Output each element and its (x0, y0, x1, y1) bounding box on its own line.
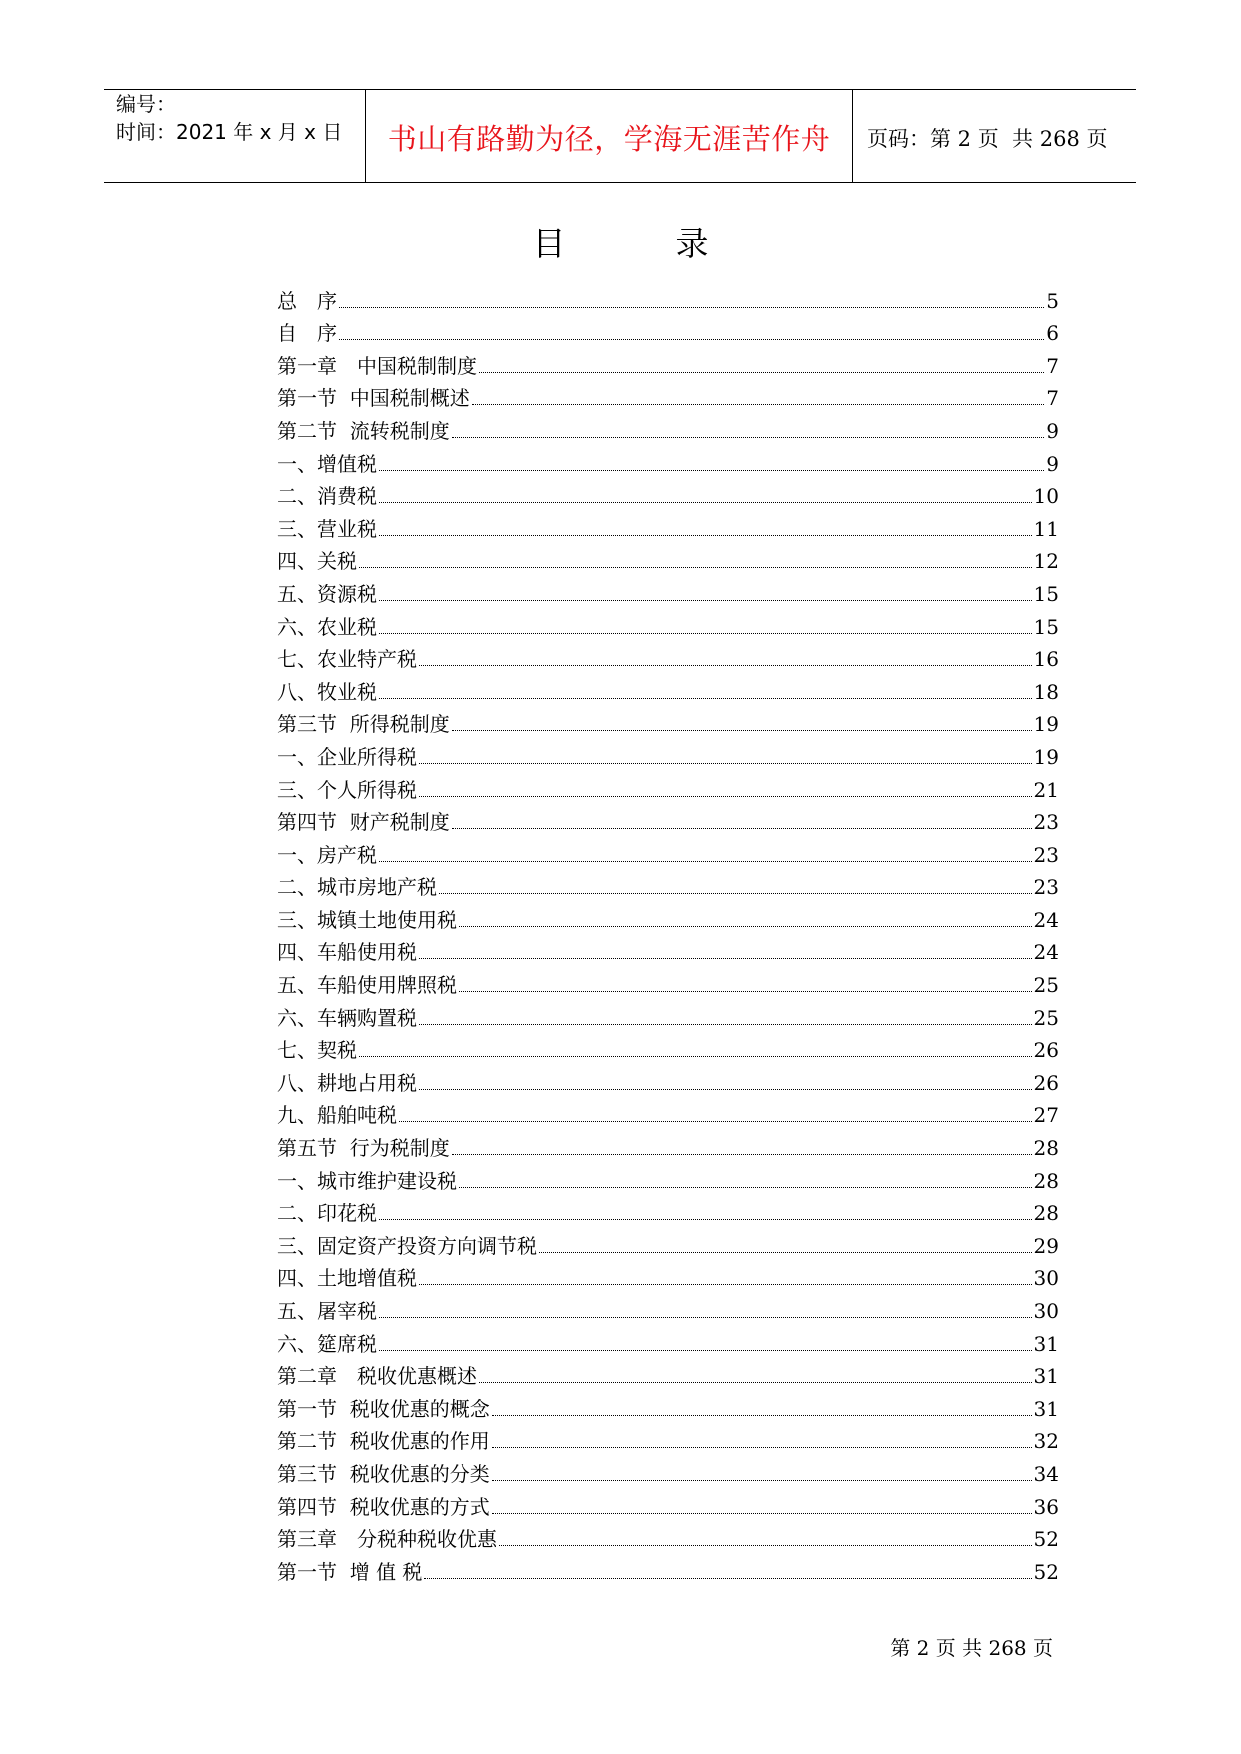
toc-entry-label: 三、个人所得税 (277, 777, 417, 802)
toc-entry[interactable] (277, 344, 1059, 377)
toc-entry-label: 第一节 税收优惠的概念 (277, 1396, 490, 1421)
toc-entry-label: 七、契税 (277, 1038, 357, 1063)
toc-entry[interactable] (277, 1355, 1059, 1388)
toc-dot-leader (339, 306, 1044, 308)
table-of-contents (277, 279, 1059, 1583)
toc-entry-page: 7 (1046, 353, 1059, 378)
toc-entry[interactable] (277, 540, 1059, 573)
toc-entry-label: 第四节 财产税制度 (277, 810, 450, 835)
page-footer: 第 2 页 共 268 页 (890, 1636, 1053, 1660)
toc-entry-label: 二、城市房地产税 (277, 875, 437, 900)
toc-entry-label: 九、船舶吨税 (277, 1103, 397, 1128)
toc-entry-label: 七、农业特产税 (277, 647, 417, 672)
toc-entry-label: 一、房产税 (277, 842, 377, 867)
toc-dot-leader (472, 403, 1045, 405)
toc-entry-page: 28 (1033, 1168, 1059, 1193)
toc-entry[interactable] (277, 1029, 1059, 1062)
toc-entry-page: 6 (1046, 321, 1059, 346)
toc-entry-page: 7 (1046, 386, 1059, 411)
toc-entry[interactable] (277, 442, 1059, 475)
toc-entry-page: 52 (1033, 1559, 1059, 1584)
toc-entry[interactable] (277, 279, 1059, 312)
header-page-label: 页码：第 2 页 共 268 页 (867, 126, 1108, 151)
toc-entry-label: 五、资源税 (277, 581, 377, 606)
toc-entry-page: 5 (1046, 288, 1059, 313)
toc-entry[interactable] (277, 996, 1059, 1029)
toc-entry-label: 自 序 (277, 321, 337, 346)
toc-dot-leader (379, 632, 1032, 634)
toc-entry-page: 30 (1033, 1299, 1059, 1323)
toc-dot-leader (419, 1283, 1032, 1285)
toc-entry-label: 一、企业所得税 (277, 744, 417, 769)
toc-entry-page: 36 (1033, 1494, 1059, 1519)
document-time-label: 时间：2021 年 x 月 x 日 (116, 120, 343, 144)
toc-entry-page: 10 (1033, 484, 1059, 509)
toc-dot-leader (492, 1512, 1032, 1514)
toc-entry-label: 八、耕地占用税 (277, 1070, 417, 1095)
toc-entry-label: 第三章 分税种税收优惠 (277, 1527, 497, 1552)
toc-entry-label: 第一节 中国税制概述 (277, 386, 470, 411)
toc-dot-leader (419, 664, 1032, 666)
toc-dot-leader (459, 1186, 1032, 1188)
toc-dot-leader (419, 1023, 1032, 1025)
toc-dot-leader (379, 501, 1032, 503)
toc-entry-label: 第一节 增 值 税 (277, 1559, 423, 1584)
toc-dot-leader (459, 925, 1032, 927)
toc-entry[interactable] (277, 409, 1059, 442)
toc-title: 目录 (532, 224, 819, 263)
toc-entry-page: 34 (1033, 1461, 1059, 1486)
toc-entry-page: 23 (1033, 842, 1059, 867)
toc-entry-label: 第四节 税收优惠的方式 (277, 1494, 490, 1519)
toc-entry-page: 31 (1033, 1396, 1059, 1421)
document-number-label: 编号： (116, 92, 176, 116)
toc-dot-leader (499, 1544, 1032, 1546)
toc-entry[interactable] (277, 1452, 1059, 1485)
toc-entry[interactable] (277, 931, 1059, 964)
toc-dot-leader (452, 827, 1032, 829)
toc-entry-label: 第一章 中国税制制度 (277, 353, 477, 378)
toc-entry-page: 21 (1033, 777, 1059, 802)
toc-entry-page: 25 (1033, 1005, 1059, 1030)
toc-dot-leader (359, 566, 1032, 568)
toc-entry-page: 9 (1046, 418, 1059, 443)
header-motto: 书山有路勤为径，学海无涯苦作舟 (387, 122, 831, 156)
toc-entry[interactable] (277, 312, 1059, 345)
toc-entry-page: 27 (1033, 1103, 1059, 1128)
toc-entry[interactable] (277, 1192, 1059, 1225)
toc-entry-page: 29 (1033, 1233, 1059, 1258)
toc-entry-label: 第三节 税收优惠的分类 (277, 1461, 490, 1486)
toc-entry[interactable] (277, 833, 1059, 866)
toc-entry-page: 28 (1033, 1136, 1059, 1161)
toc-entry[interactable] (277, 1094, 1059, 1127)
toc-entry-page: 15 (1033, 581, 1059, 606)
toc-entry-page: 19 (1033, 712, 1059, 737)
toc-entry-page: 23 (1033, 810, 1059, 835)
toc-entry[interactable] (277, 1126, 1059, 1159)
toc-entry-label: 第三节 所得税制度 (277, 712, 450, 737)
toc-entry[interactable] (277, 1518, 1059, 1551)
toc-dot-leader (419, 762, 1032, 764)
toc-dot-leader (399, 1120, 1032, 1122)
toc-entry[interactable] (277, 670, 1059, 703)
toc-dot-leader (379, 1218, 1032, 1220)
toc-dot-leader (492, 1479, 1032, 1481)
toc-entry-page: 30 (1033, 1266, 1059, 1291)
toc-entry-label: 二、印花税 (277, 1201, 377, 1226)
toc-entry[interactable] (277, 1420, 1059, 1453)
toc-entry-label: 三、营业税 (277, 516, 377, 541)
toc-entry-label: 总 序 (277, 288, 337, 313)
header-motto-cell (366, 90, 853, 182)
toc-entry[interactable] (277, 801, 1059, 834)
toc-entry[interactable] (277, 1257, 1059, 1290)
toc-dot-leader (452, 729, 1032, 731)
toc-entry[interactable] (277, 605, 1059, 638)
toc-entry-label: 第二节 税收优惠的作用 (277, 1429, 490, 1454)
toc-entry-label: 第二章 税收优惠概述 (277, 1364, 477, 1389)
toc-entry-page: 24 (1033, 940, 1059, 965)
toc-entry-label: 六、车辆购置税 (277, 1005, 417, 1030)
toc-entry-page: 12 (1033, 549, 1059, 574)
toc-entry-label: 三、城镇土地使用税 (277, 907, 457, 932)
toc-entry-label: 第二节 流转税制度 (277, 418, 450, 443)
toc-entry-label: 五、屠宰税 (277, 1299, 377, 1323)
toc-dot-leader (539, 1251, 1032, 1253)
toc-entry[interactable] (277, 768, 1059, 801)
toc-entry[interactable] (277, 1485, 1059, 1518)
toc-entry-label: 二、消费税 (277, 484, 377, 509)
toc-entry-label: 五、车船使用牌照税 (277, 973, 457, 998)
toc-entry-page: 25 (1033, 973, 1059, 998)
header-meta-cell (104, 90, 366, 182)
toc-dot-leader (459, 990, 1032, 992)
toc-entry[interactable] (277, 1550, 1059, 1583)
toc-entry-label: 六、农业税 (277, 614, 377, 639)
toc-entry-page: 19 (1033, 744, 1059, 769)
toc-dot-leader (379, 1349, 1032, 1351)
toc-entry-page: 23 (1033, 875, 1059, 900)
toc-entry-page: 26 (1033, 1070, 1059, 1095)
toc-dot-leader (339, 338, 1044, 340)
toc-entry-label: 四、土地增值税 (277, 1266, 417, 1291)
toc-entry-page: 16 (1033, 647, 1059, 672)
toc-dot-leader (424, 1577, 1031, 1579)
toc-dot-leader (452, 436, 1045, 438)
toc-dot-leader (492, 1446, 1032, 1448)
toc-entry[interactable] (277, 1061, 1059, 1094)
toc-entry[interactable] (277, 898, 1059, 931)
toc-entry[interactable] (277, 572, 1059, 605)
toc-entry[interactable] (277, 866, 1059, 899)
toc-entry-page: 24 (1033, 907, 1059, 932)
toc-dot-leader (419, 957, 1032, 959)
toc-dot-leader (492, 1414, 1032, 1416)
toc-entry-page: 18 (1033, 679, 1059, 704)
toc-entry[interactable] (277, 1224, 1059, 1257)
toc-dot-leader (379, 534, 1032, 536)
toc-entry-page: 28 (1033, 1201, 1059, 1226)
toc-entry[interactable] (277, 377, 1059, 410)
toc-dot-leader (359, 1055, 1032, 1057)
toc-entry[interactable] (277, 735, 1059, 768)
toc-dot-leader (452, 1153, 1032, 1155)
toc-dot-leader (379, 469, 1044, 471)
toc-entry-label: 一、城市维护建设税 (277, 1168, 457, 1193)
toc-entry[interactable] (277, 1322, 1059, 1355)
toc-entry[interactable] (277, 1289, 1059, 1322)
document-header (104, 89, 1136, 183)
header-page-cell (853, 90, 1136, 182)
toc-entry-label: 六、筵席税 (277, 1331, 377, 1356)
toc-dot-leader (379, 599, 1032, 601)
toc-dot-leader (479, 1381, 1032, 1383)
toc-entry-page: 11 (1033, 516, 1059, 541)
toc-entry[interactable] (277, 475, 1059, 508)
toc-entry[interactable] (277, 507, 1059, 540)
toc-dot-leader (419, 795, 1032, 797)
toc-entry[interactable] (277, 638, 1059, 671)
toc-entry-label: 三、固定资产投资方向调节税 (277, 1233, 537, 1258)
toc-entry-label: 四、关税 (277, 549, 357, 574)
toc-entry-page: 31 (1033, 1331, 1059, 1356)
toc-entry[interactable] (277, 1159, 1059, 1192)
toc-entry-label: 四、车船使用税 (277, 940, 417, 965)
toc-entry-page: 32 (1033, 1429, 1059, 1454)
toc-entry-page: 31 (1033, 1364, 1059, 1389)
toc-dot-leader (379, 1316, 1032, 1318)
toc-entry-page: 52 (1033, 1527, 1059, 1552)
toc-dot-leader (419, 1088, 1032, 1090)
toc-entry[interactable] (277, 963, 1059, 996)
toc-entry-page: 9 (1046, 451, 1059, 476)
toc-dot-leader (379, 860, 1032, 862)
toc-dot-leader (439, 892, 1032, 894)
toc-dot-leader (379, 697, 1032, 699)
toc-entry-label: 第五节 行为税制度 (277, 1136, 450, 1161)
toc-entry[interactable] (277, 1387, 1059, 1420)
toc-entry-page: 26 (1033, 1038, 1059, 1063)
toc-entry-label: 八、牧业税 (277, 679, 377, 704)
toc-dot-leader (479, 371, 1044, 373)
toc-entry-page: 15 (1033, 614, 1059, 639)
toc-entry[interactable] (277, 703, 1059, 736)
toc-entry-label: 一、增值税 (277, 451, 377, 476)
